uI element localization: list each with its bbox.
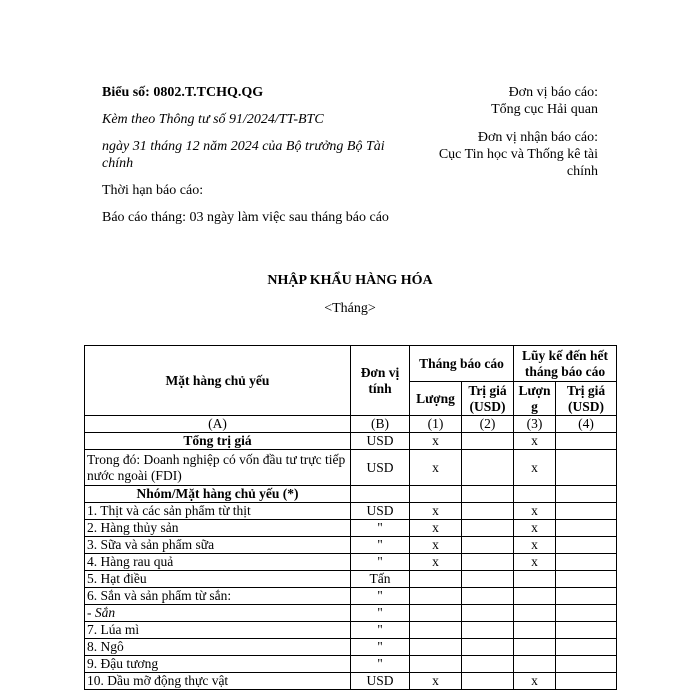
unit-cell: "	[351, 554, 410, 571]
table-row	[85, 554, 617, 571]
unit-cell: USD	[351, 450, 410, 486]
col-header-month: Tháng báo cáo	[410, 346, 514, 382]
table-row	[85, 639, 617, 656]
value-cumulative-cell	[556, 554, 617, 571]
qty-month-cell	[410, 622, 462, 639]
value-cumulative-cell	[556, 537, 617, 554]
unit-cell: "	[351, 537, 410, 554]
value-month-cell	[462, 486, 514, 503]
value-month-cell	[462, 520, 514, 537]
qty-cumulative-cell: x	[514, 450, 556, 486]
unit-cell: "	[351, 588, 410, 605]
qty-month-cell	[410, 605, 462, 622]
table-row	[85, 571, 617, 588]
sub-header-value-cumulative: Trị giá (USD)	[556, 382, 617, 416]
import-table	[84, 345, 617, 690]
table-row	[85, 605, 617, 622]
item-name-cell: 6. Sắn và sản phẩm từ sắn:	[85, 588, 351, 605]
item-name-cell: 1. Thịt và các sản phẩm từ thịt	[85, 503, 351, 520]
value-month-cell	[462, 622, 514, 639]
value-month-cell	[462, 673, 514, 690]
value-cumulative-cell	[556, 605, 617, 622]
code-4: (4)	[556, 416, 617, 433]
value-cumulative-cell	[556, 639, 617, 656]
header-left	[102, 84, 402, 236]
item-name-cell: 5. Hạt điều	[85, 571, 351, 588]
unit-cell: Tấn	[351, 571, 410, 588]
deadline-value: Báo cáo tháng: 03 ngày làm việc sau tháng báo cáo	[102, 210, 389, 225]
qty-month-cell	[410, 571, 462, 588]
table-row	[85, 656, 617, 673]
value-cumulative-cell	[556, 450, 617, 486]
value-month-cell	[462, 588, 514, 605]
value-cumulative-cell	[556, 571, 617, 588]
sub-header-value-month: Trị giá (USD)	[462, 382, 514, 416]
code-3: (3)	[514, 416, 556, 433]
decree-reference: Kèm theo Thông tư số 91/2024/TT-BTC	[102, 112, 324, 127]
item-name-text: - Sắn	[87, 605, 116, 620]
value-month-cell	[462, 605, 514, 622]
item-name-cell: Trong đó: Doanh nghiệp có vốn đầu tư trực tiếp nước ngoài (FDI)	[85, 450, 351, 486]
unit-cell	[351, 486, 410, 503]
reporting-unit: Tổng cục Hải quan	[491, 102, 598, 117]
qty-cumulative-cell: x	[514, 503, 556, 520]
qty-cumulative-cell: x	[514, 433, 556, 450]
table-row	[85, 622, 617, 639]
value-cumulative-cell	[556, 433, 617, 450]
unit-cell: "	[351, 605, 410, 622]
unit-cell: "	[351, 622, 410, 639]
qty-month-cell: x	[410, 503, 462, 520]
qty-month-cell: x	[410, 520, 462, 537]
value-month-cell	[462, 639, 514, 656]
value-month-cell	[462, 433, 514, 450]
col-header-cumulative: Lũy kế đến hết tháng báo cáo	[514, 346, 617, 382]
item-name-cell: 2. Hàng thủy sản	[85, 520, 351, 537]
item-name-cell: 7. Lúa mì	[85, 622, 351, 639]
table-row	[85, 450, 617, 486]
table-row	[85, 588, 617, 605]
decree-date: ngày 31 tháng 12 năm 2024 của Bộ trưởng Bộ Tài chính	[102, 139, 385, 171]
table-row	[85, 486, 617, 503]
value-cumulative-cell	[556, 486, 617, 503]
qty-month-cell: x	[410, 554, 462, 571]
qty-month-cell: x	[410, 673, 462, 690]
item-name-cell: 8. Ngô	[85, 639, 351, 656]
qty-cumulative-cell	[514, 571, 556, 588]
value-cumulative-cell	[556, 520, 617, 537]
value-month-cell	[462, 554, 514, 571]
qty-month-cell: x	[410, 537, 462, 554]
qty-cumulative-cell	[514, 656, 556, 673]
qty-month-cell: x	[410, 433, 462, 450]
qty-cumulative-cell: x	[514, 554, 556, 571]
reporting-unit-label: Đơn vị báo cáo:	[508, 85, 598, 100]
qty-month-cell	[410, 588, 462, 605]
code-2: (2)	[462, 416, 514, 433]
value-cumulative-cell	[556, 622, 617, 639]
report-title: NHẬP KHẨU HÀNG HÓA	[267, 273, 433, 288]
item-name-cell	[85, 605, 351, 622]
qty-cumulative-cell	[514, 588, 556, 605]
form-number: Biểu số: 0802.T.TCHQ.QG	[102, 85, 264, 100]
table-row	[85, 433, 617, 450]
item-name-cell: 9. Đậu tương	[85, 656, 351, 673]
qty-month-cell: x	[410, 450, 462, 486]
value-cumulative-cell	[556, 656, 617, 673]
qty-cumulative-cell: x	[514, 520, 556, 537]
qty-cumulative-cell	[514, 605, 556, 622]
qty-cumulative-cell: x	[514, 537, 556, 554]
report-period: <Tháng>	[324, 301, 376, 316]
qty-cumulative-cell	[514, 486, 556, 503]
col-header-unit: Đơn vị tính	[351, 346, 410, 416]
receiving-unit-label: Đơn vị nhận báo cáo:	[477, 130, 598, 145]
value-month-cell	[462, 537, 514, 554]
code-b: (B)	[351, 416, 410, 433]
col-header-item: Mặt hàng chủ yếu	[85, 346, 351, 416]
value-month-cell	[462, 571, 514, 588]
qty-cumulative-cell	[514, 622, 556, 639]
receiving-unit: Cục Tin học và Thống kê tài chính	[438, 147, 598, 179]
deadline-label: Thời hạn báo cáo:	[102, 183, 204, 198]
qty-month-cell	[410, 656, 462, 673]
item-name-cell: 3. Sữa và sản phẩm sữa	[85, 537, 351, 554]
unit-cell: "	[351, 520, 410, 537]
unit-cell: "	[351, 656, 410, 673]
table-row	[85, 503, 617, 520]
value-month-cell	[462, 656, 514, 673]
value-month-cell	[462, 503, 514, 520]
unit-cell: USD	[351, 433, 410, 450]
qty-cumulative-cell: x	[514, 673, 556, 690]
table-row	[85, 520, 617, 537]
value-month-cell	[462, 450, 514, 486]
unit-cell: USD	[351, 673, 410, 690]
table-row	[85, 537, 617, 554]
code-row	[85, 416, 617, 433]
table-row	[85, 673, 617, 690]
header-right	[420, 84, 598, 180]
qty-month-cell	[410, 639, 462, 656]
sub-header-qty-month: Lượng	[410, 382, 462, 416]
item-name-cell: 10. Dầu mỡ động thực vật	[85, 673, 351, 690]
code-a: (A)	[85, 416, 351, 433]
unit-cell: USD	[351, 503, 410, 520]
value-cumulative-cell	[556, 503, 617, 520]
code-1: (1)	[410, 416, 462, 433]
item-name-cell: 4. Hàng rau quả	[85, 554, 351, 571]
item-name-cell: Nhóm/Mặt hàng chủ yếu (*)	[85, 486, 351, 503]
value-cumulative-cell	[556, 588, 617, 605]
value-cumulative-cell	[556, 673, 617, 690]
qty-cumulative-cell	[514, 639, 556, 656]
sub-header-qty-cumulative: Lượn g	[514, 382, 556, 416]
unit-cell: "	[351, 639, 410, 656]
item-name-cell: Tổng trị giá	[85, 433, 351, 450]
qty-month-cell	[410, 486, 462, 503]
